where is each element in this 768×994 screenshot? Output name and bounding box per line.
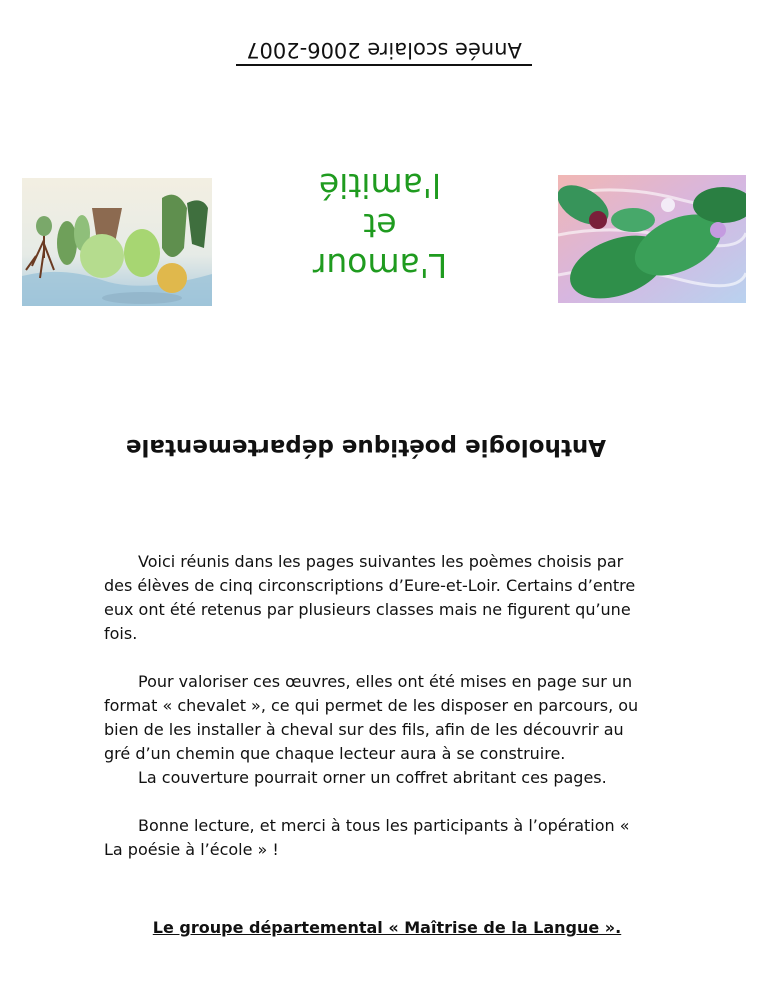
intro-paragraph-1: Voici réunis dans les pages suivantes les poèmes choisis par des élèves de cinq circonscriptions d’Eure-et-Loir. Certains d’entre eux ont été retenus par plusieurs classes mais ne figurent qu’une fois. [104, 552, 636, 643]
plants-illustration [22, 178, 212, 306]
leaves-flowers-illustration [558, 175, 746, 303]
intro-text [104, 550, 644, 862]
title-line-1: L'amour [312, 246, 448, 285]
anthology-subtitle: Anthologie poétique départementale [125, 434, 606, 460]
signature: Le groupe départemental « Maîtrise de la Langue ». [152, 918, 622, 937]
school-year: Année scolaire 2006-2007 [236, 38, 532, 66]
cover-title [280, 165, 480, 285]
title-line-3: l'amitié [318, 166, 442, 205]
intro-paragraph-4: Bonne lecture, et merci à tous les participants à l’opération « La poésie à l’école » ! [104, 816, 630, 859]
intro-paragraph-3: La couverture pourrait orner un coffret abritant ces pages. [138, 768, 607, 787]
title-line-2: et [363, 206, 397, 245]
intro-paragraph-2: Pour valoriser ces œuvres, elles ont été mises en page sur un format « chevalet », ce qui permet de les disposer en parcours, ou bien de les installer à cheval sur des fils, afin de les découvrir au gré d’un chemin que chaque lecteur aura à se construire. [104, 672, 639, 763]
